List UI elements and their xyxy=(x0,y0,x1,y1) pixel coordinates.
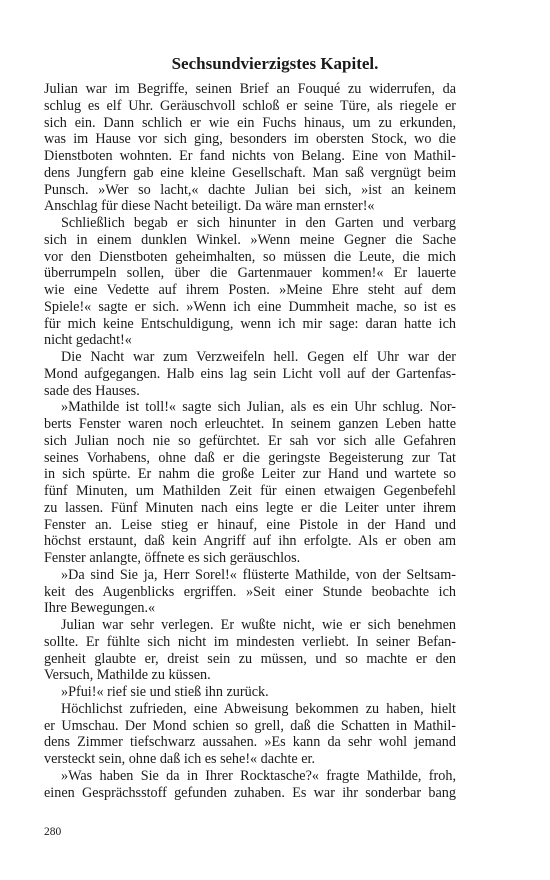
text-line: »Pfui!« rief sie und stieß ihn zurück. xyxy=(61,684,269,700)
text-line: »Mathilde ist toll!« sagte sich Julian, als es ein Uhr schlug. Nor- xyxy=(61,399,456,416)
text-line: nicht gedacht!« xyxy=(44,332,132,349)
text-line: berts Fenster waren noch erleuchtet. In seinem ganzen Leben hatte xyxy=(44,416,456,432)
text-line: Dienstboten wohnten. Er fand nichts von Belang. Eine von Mathil- xyxy=(44,148,456,164)
text-line: zu lassen. Fünf Minuten nach eins legte er die Leiter unter ihrem xyxy=(44,499,456,516)
text-line: Höchlichst zufrieden, eine Abweisung bekommen zu haben, hielt xyxy=(61,700,456,717)
text-line: überrumpeln sollen, über die Gartenmauer kommen!« Er lauerte xyxy=(44,265,456,282)
text-line: er Umschau. Der Mond schien so grell, daß die Schatten in Mathil- xyxy=(44,717,456,734)
text-line: Fenster an. Leise stieg er hinauf, eine Pistole in der Hand und xyxy=(44,516,456,533)
text-line: sade des Hauses. xyxy=(44,382,140,399)
text-line: sich Julian noch nie so gefürchtet. Er sah vor sich alle Gefahren xyxy=(44,432,456,449)
text-line: Die Nacht war zum Verzweifeln hell. Gegen elf Uhr war der xyxy=(61,349,456,365)
text-line: für mich keine Entschuldigung, wenn ich mir sage: daran hatte ich xyxy=(44,315,456,332)
text-line: versteckt sein, ohne daß ich es sehe!« dachte er. xyxy=(44,751,316,767)
text-line: »Da sind Sie ja, Herr Sorel!« flüsterte Mathilde, von der Seltsam- xyxy=(61,566,456,583)
text-line: keit des Augenblicks ergriffen. »Seit einer Stunde beobachte ich xyxy=(44,583,456,600)
text-line: was im Hause vor sich ging, besonders im obersten Stock, wo die xyxy=(44,131,456,148)
text-line: Ihre Bewegungen.« xyxy=(44,600,156,617)
text-line: vor den Dienstboten geheimhalten, so müssen die Leute, die mich xyxy=(44,248,456,265)
body-text xyxy=(44,81,456,801)
text-line: Punsch. »Wer so lacht,« dachte Julian bei sich, »ist an keinem xyxy=(44,181,456,198)
text-line: dens Zimmer tiefschwarz aussahen. »Es kann da sehr wohl jemand xyxy=(44,734,456,751)
text-line: genheit glaubte er, dreist sein zu müssen, und so machte er den xyxy=(44,650,456,667)
text-line: Anschlag für diese Nacht beteiligt. Da wäre man ernster!« xyxy=(44,198,375,215)
chapter-title: Sechsundvierzigstes Kapitel. xyxy=(171,54,379,73)
text-line: Fenster anlangte, öffnete es sich geräuschlos. xyxy=(44,550,301,566)
text-line: Julian war sehr verlegen. Er wußte nicht, wie er sich benehmen xyxy=(61,617,456,633)
text-line: wie eine Vedette auf ihrem Posten. »Meine Ehre steht auf dem xyxy=(44,282,456,298)
text-line: Versuch, Mathilde zu küssen. xyxy=(44,667,211,684)
text-line: sollte. Er fühlte sich nicht im mindesten verliebt. In seiner Befan- xyxy=(44,633,456,650)
text-line: Mond aufgegangen. Halb eins lag sein Licht voll auf der Gartenfas- xyxy=(44,365,456,382)
text-line: Spiele!« sagte er sich. »Wenn ich eine Dummheit mache, so ist es xyxy=(44,298,456,315)
text-line: seines Vorhabens, ohne daß er die geringste Begeisterung zur Tat xyxy=(44,449,456,466)
text-line: fünf Minuten, um Mathilden Zeit für einen etwaigen Gegenbefehl xyxy=(44,483,456,499)
text-line: einen Gesprächsstoff gefunden zuhaben. Es war ihr sonderbar bang xyxy=(44,784,456,801)
text-line: Schließlich begab er sich hinunter in den Garten und verbarg xyxy=(61,215,456,231)
text-line: dens Jungfern gab eine kleine Gesellschaft. Man saß vergnügt beim xyxy=(44,164,456,181)
page-number: 280 xyxy=(44,826,62,838)
text-line: schlug es elf Uhr. Geräuschvoll schloß er seine Türe, als riegele er xyxy=(44,97,456,114)
text-line: sich in einem dunklen Winkel. »Wenn meine Gegner die Sache xyxy=(44,231,456,248)
text-line: in sich spürte. Er nahm die große Leiter zur Hand und wartete so xyxy=(44,466,456,483)
text-line: Julian war im Begriffe, seinen Brief an Fouqué zu widerrufen, da xyxy=(44,81,456,97)
text-line: sich ein. Dann schlich er wie ein Fuchs hinaus, um zu erkunden, xyxy=(44,114,456,131)
text-line: höchst erstaunt, daß kein Angriff auf ihn erfolgte. Als er oben am xyxy=(44,533,456,550)
text-line: »Was haben Sie da in Ihrer Rocktasche?« fragte Mathilde, froh, xyxy=(61,767,456,784)
